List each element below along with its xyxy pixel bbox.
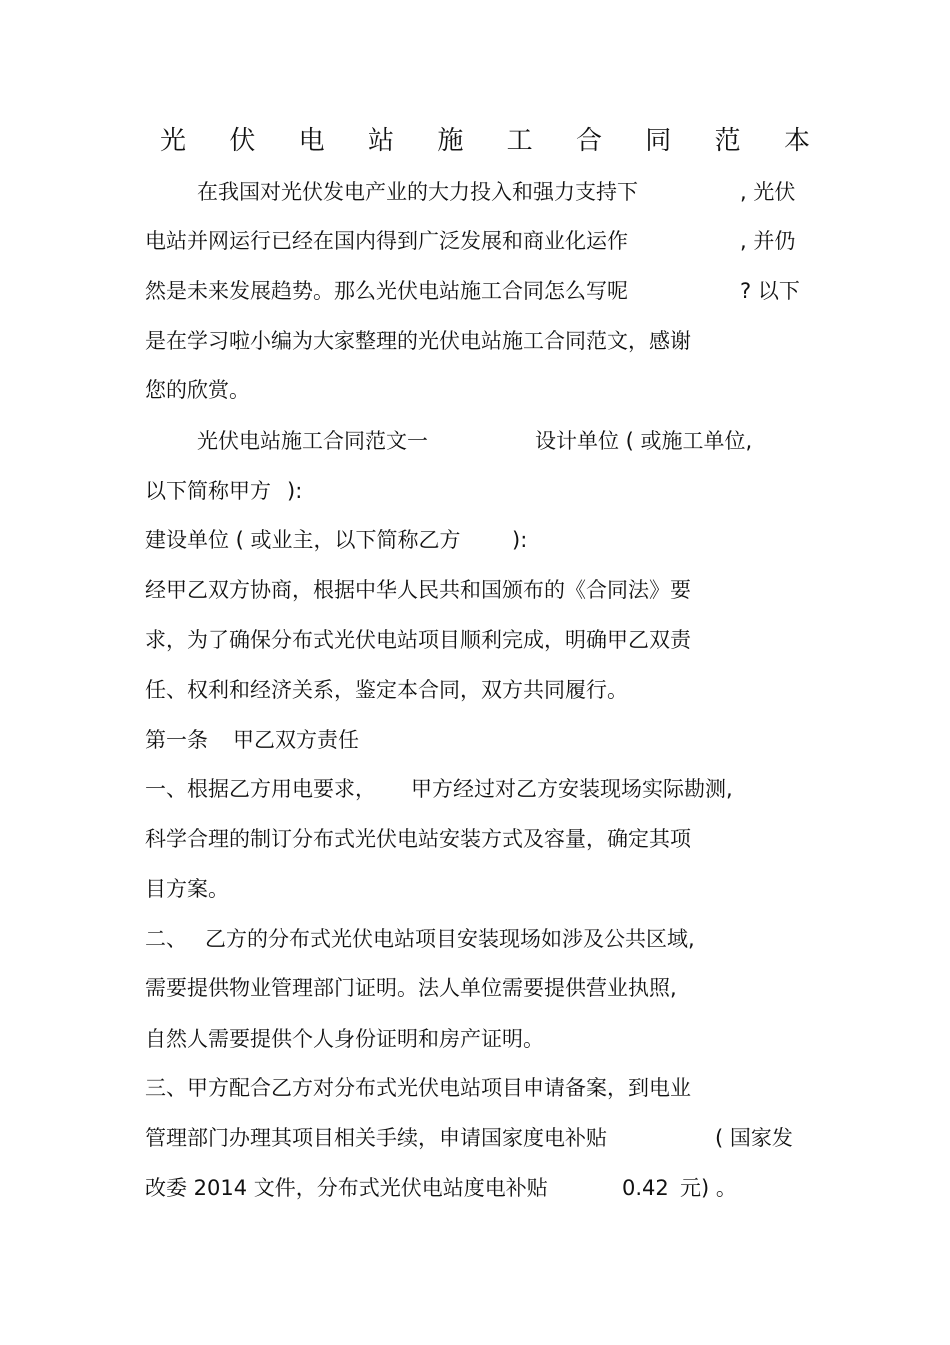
text-line (145, 670, 628, 710)
text-run: 以下简称甲方 (145, 479, 271, 503)
text-run: 元) 。 (680, 1176, 737, 1200)
text-run: 求，为了确保分布式光伏电站项目顺利完成，明确甲乙双责 (145, 628, 691, 652)
text-run: 第一条 (145, 728, 208, 752)
text-line (145, 570, 691, 610)
text-run: 是在学习啦小编为大家整理的光伏电站施工合同范文，感谢 (145, 329, 691, 353)
text-line (145, 321, 691, 361)
title-char: 伏 (229, 126, 256, 156)
text-run: 0.42 (622, 1176, 669, 1200)
text-line (145, 1068, 691, 1108)
text-run: 光伏电站施工合同范文一 (197, 429, 428, 453)
text-run: , 并仍 (740, 229, 796, 253)
text-run: 改委 2014 文件，分布式光伏电站度电补贴 (145, 1176, 548, 1200)
title-char: 站 (367, 126, 394, 156)
text-run: 目方案。 (145, 877, 229, 901)
title-char: 合 (575, 126, 602, 156)
text-line (145, 520, 528, 560)
text-line (145, 620, 691, 660)
text-run: 需要提供物业管理部门证明。法人单位需要提供营业执照, (145, 976, 677, 1000)
text-run: 一、根据乙方用电要求， (145, 777, 376, 801)
text-line (145, 1118, 793, 1158)
text-run: 在我国对光伏发电产业的大力投入和强力支持下 (197, 180, 638, 204)
section-heading (145, 720, 359, 760)
text-run: 然是未来发展趋势。那么光伏电站施工合同怎么写呢 (145, 279, 628, 303)
text-line (145, 869, 229, 909)
text-line (145, 819, 691, 859)
text-run: 管理部门办理其项目相关手续，申请国家度电补贴 (145, 1126, 607, 1150)
text-run: 甲乙双方责任 (233, 728, 359, 752)
title-char: 电 (298, 126, 325, 156)
text-run: ): (287, 479, 303, 503)
text-run: 电站并网运行已经在国内得到广泛发展和商业化运作 (145, 229, 628, 253)
text-run: ? 以下 (740, 279, 800, 303)
text-run: 任、权利和经济关系，鉴定本合同，双方共同履行。 (145, 678, 628, 702)
title-char: 光 (160, 126, 187, 156)
text-line (197, 172, 796, 212)
document-title (160, 120, 810, 162)
text-run: 您的欣赏。 (145, 378, 250, 402)
title-char: 施 (437, 126, 464, 156)
text-run: 建设单位 ( 或业主，以下简称乙方 (145, 528, 461, 552)
text-line (197, 421, 753, 461)
text-line (145, 221, 796, 261)
text-line (145, 370, 250, 410)
text-run: 经甲乙双方协商，根据中华人民共和国颁布的《合同法》要 (145, 578, 691, 602)
text-line (145, 471, 303, 511)
text-run: 三、甲方配合乙方对分布式光伏电站项目申请备案，到电业 (145, 1076, 691, 1100)
title-char: 本 (783, 126, 810, 156)
text-run: 二、 (145, 927, 187, 951)
text-run: 乙方的分布式光伏电站项目安装现场如涉及公共区域, (205, 927, 695, 951)
text-run: 科学合理的制订分布式光伏电站安装方式及容量，确定其项 (145, 827, 691, 851)
text-line (145, 1168, 737, 1208)
text-run: 甲方经过对乙方安装现场实际勘测, (411, 777, 733, 801)
text-run: ( 国家发 (715, 1126, 793, 1150)
title-char: 工 (506, 126, 533, 156)
text-line (145, 1019, 544, 1059)
title-char: 范 (714, 126, 741, 156)
text-run: ): (512, 528, 528, 552)
text-line (145, 769, 733, 809)
text-run: 设计单位 ( 或施工单位, (535, 429, 753, 453)
text-line (145, 968, 677, 1008)
title-char: 同 (645, 126, 672, 156)
text-line (145, 271, 800, 311)
text-run: , 光伏 (740, 180, 796, 204)
text-line (145, 919, 695, 959)
text-run: 自然人需要提供个人身份证明和房产证明。 (145, 1027, 544, 1051)
